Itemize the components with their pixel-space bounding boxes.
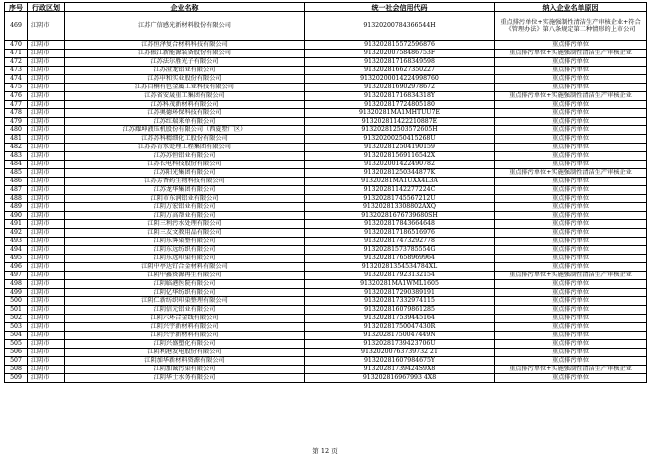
row-code: 91320200758486753F xyxy=(305,49,495,58)
table-row xyxy=(5,135,647,144)
row-num: 474 xyxy=(5,75,28,84)
row-name: 江苏苏科精细化工股份有限公司 xyxy=(65,135,305,144)
table-row xyxy=(5,314,647,323)
row-district: 江阴市 xyxy=(28,323,65,332)
row-code: 91320281573785554G xyxy=(305,246,495,255)
table-row xyxy=(5,186,647,195)
row-code: 913202813308802AXQ xyxy=(305,203,495,212)
row-code: 913202817843664648 xyxy=(305,220,495,229)
row-code: 91320281745567212U xyxy=(305,194,495,203)
row-num: 491 xyxy=(5,220,28,229)
row-district: 江阴市 xyxy=(28,348,65,357)
row-name: 江苏恒泽复合材料科技有限公司 xyxy=(65,41,305,50)
row-code: 91320281739424S9X8 xyxy=(305,365,495,374)
table-row xyxy=(5,305,647,314)
row-num: 505 xyxy=(5,340,28,349)
table-row xyxy=(5,41,647,50)
row-num: 489 xyxy=(5,203,28,212)
header-district: 行政区划 xyxy=(28,3,65,12)
row-name: 江苏澄龙铝业有限公司 xyxy=(65,66,305,75)
table-row xyxy=(5,220,647,229)
row-name: 江苏龙华集团有限公司 xyxy=(65,186,305,195)
row-reason: 重点排污单位 xyxy=(495,263,647,272)
row-num: 495 xyxy=(5,254,28,263)
row-district: 江阴市 xyxy=(28,75,65,84)
row-reason: 重点排污单位 xyxy=(495,177,647,186)
row-district: 江阴市 xyxy=(28,49,65,58)
table-row xyxy=(5,75,647,84)
row-num: 492 xyxy=(5,229,28,238)
row-num: 493 xyxy=(5,237,28,246)
row-reason: 重点排污单位 xyxy=(495,160,647,169)
row-district: 江阴市 xyxy=(28,92,65,101)
row-name: 江阴万宏铝业有限公司 xyxy=(65,203,305,212)
row-num: 500 xyxy=(5,297,28,306)
table-row xyxy=(5,203,647,212)
row-num: 502 xyxy=(5,314,28,323)
row-num: 504 xyxy=(5,331,28,340)
row-name: 江阴市东润铝业有限公司 xyxy=(65,194,305,203)
row-num: 507 xyxy=(5,357,28,366)
header-name: 企业名称 xyxy=(65,3,305,12)
row-code: 913202817923132154 xyxy=(305,271,495,280)
row-name: 江阴兴宇新材料有限公司 xyxy=(65,323,305,332)
row-district: 江阴市 xyxy=(28,58,65,67)
row-district: 江阴市 xyxy=(28,374,65,383)
row-reason: 重点排污单位 xyxy=(495,41,647,50)
row-code: 913202817332974115 xyxy=(305,297,495,306)
row-code: 91320281739423706U xyxy=(305,340,495,349)
row-code: 913202812504190159 xyxy=(305,143,495,152)
row-district: 江阴市 xyxy=(28,288,65,297)
row-reason: 重点排污单位 xyxy=(495,109,647,118)
table-row xyxy=(5,229,647,238)
row-num: 475 xyxy=(5,83,28,92)
row-name: 江苏红瑞来单有限公司 xyxy=(65,117,305,126)
row-num: 471 xyxy=(5,49,28,58)
table-row xyxy=(5,357,647,366)
row-district: 江阴市 xyxy=(28,109,65,118)
row-code: 913202816967993 4X8 xyxy=(305,374,495,383)
row-code: 91320200763739732 2T xyxy=(305,348,495,357)
row-district: 江阴市 xyxy=(28,126,65,135)
row-district: 江阴市 xyxy=(28,254,65,263)
row-reason: 重点排污单位 xyxy=(495,280,647,289)
row-district: 江阴市 xyxy=(28,186,65,195)
row-district: 江阴市 xyxy=(28,66,65,75)
row-num: 482 xyxy=(5,143,28,152)
header-reason: 纳入企业名单原因 xyxy=(495,3,647,12)
row-district: 江阴市 xyxy=(28,143,65,152)
row-code: 91320281569116542X xyxy=(305,152,495,161)
row-num: 479 xyxy=(5,117,28,126)
row-num: 501 xyxy=(5,305,28,314)
row-reason: 重点排污单位 xyxy=(495,331,647,340)
row-code: 913202817473292778 xyxy=(305,237,495,246)
header-num: 序号 xyxy=(5,3,28,12)
row-reason: 重点排污单位 xyxy=(495,254,647,263)
row-district: 江阴市 xyxy=(28,280,65,289)
table-row xyxy=(5,263,647,272)
row-district: 江阴市 xyxy=(28,237,65,246)
table-row xyxy=(5,66,647,75)
table-row xyxy=(5,237,647,246)
row-reason: 重点排污单位 xyxy=(495,143,647,152)
table-row xyxy=(5,177,647,186)
table-row xyxy=(5,152,647,161)
row-name: 江苏阳光集团有限公司 xyxy=(65,169,305,178)
row-district: 江阴市 xyxy=(28,331,65,340)
row-num: 496 xyxy=(5,263,28,272)
row-code: 913202816902978672 xyxy=(305,83,495,92)
row-reason: 重点排污单位+实施强制性清洁生产审核企业 xyxy=(495,49,647,58)
row-num: 503 xyxy=(5,323,28,332)
row-name: 江苏耀坤液压机股份有限公司（西夏墅厂区） xyxy=(65,126,305,135)
row-code: 91320281750047449N xyxy=(305,331,495,340)
row-reason: 重点排污单位+实施强制性清洁生产审核企业 xyxy=(495,92,647,101)
table-header-row xyxy=(5,3,647,12)
row-num: 472 xyxy=(5,58,28,67)
row-name: 江阴中鑫资源再生有限公司 xyxy=(65,271,305,280)
row-reason: 重点排污单位+实施强制性清洁生产审核企业+符合《管理办法》第八条规定第二种情形的上市公司 xyxy=(495,12,647,41)
row-reason: 重点排污单位 xyxy=(495,314,647,323)
table-row xyxy=(5,365,647,374)
row-code: 91320281354534784XL xyxy=(305,263,495,272)
row-reason: 重点排污单位 xyxy=(495,135,647,144)
row-district: 江阴市 xyxy=(28,340,65,349)
row-name: 江阴三友文教用品有限公司 xyxy=(65,229,305,238)
row-reason: 重点排污单位 xyxy=(495,237,647,246)
table-row xyxy=(5,288,647,297)
row-name: 江苏省安晟重工集团有限公司 xyxy=(65,92,305,101)
table-row xyxy=(5,331,647,340)
row-reason: 重点排污单位 xyxy=(495,194,647,203)
row-name: 江阴仁新纺织印染整理有限公司 xyxy=(65,297,305,306)
table-row xyxy=(5,194,647,203)
row-num: 477 xyxy=(5,100,28,109)
table-row xyxy=(5,169,647,178)
row-reason: 重点排污单位 xyxy=(495,246,647,255)
row-name: 江阴亿华纺织有限公司 xyxy=(65,288,305,297)
row-code: 91320281MA1WML1605 xyxy=(305,280,495,289)
row-code: 91320281MA1UXX4L3A xyxy=(305,177,495,186)
row-name: 江阴加诚污染有限公司 xyxy=(65,365,305,374)
row-district: 江阴市 xyxy=(28,297,65,306)
row-name: 江阴东远纺织有限公司 xyxy=(65,246,305,255)
row-district: 江阴市 xyxy=(28,41,65,50)
row-code: 91320281MA1MHTUU7E xyxy=(305,109,495,118)
row-name: 江阴东远印染有限公司 xyxy=(65,254,305,263)
row-reason: 重点排污单位 xyxy=(495,348,647,357)
row-reason: 重点排污单位+实施强制性清洁生产审核企业 xyxy=(495,169,647,178)
page-number: 第 12 页 xyxy=(312,447,338,455)
row-name: 江阴万高帮业有限公司 xyxy=(65,211,305,220)
row-reason: 重点排污单位 xyxy=(495,305,647,314)
table-row xyxy=(5,160,647,169)
row-reason: 重点排污单位 xyxy=(495,126,647,135)
row-district: 江阴市 xyxy=(28,117,65,126)
row-district: 江阴市 xyxy=(28,203,65,212)
row-district: 江阴市 xyxy=(28,83,65,92)
row-district: 江阴市 xyxy=(28,135,65,144)
row-name: 江阴华士水务有限公司 xyxy=(65,374,305,383)
row-code: 91320281142277224C xyxy=(305,186,495,195)
row-num: 484 xyxy=(5,160,28,169)
row-num: 473 xyxy=(5,66,28,75)
row-name: 江苏奥德环保科技有限公司 xyxy=(65,109,305,118)
row-num: 498 xyxy=(5,280,28,289)
row-district: 江阴市 xyxy=(28,357,65,366)
row-reason: 重点排污单位 xyxy=(495,323,647,332)
row-name: 江阴兴宇新材料有限公司 xyxy=(65,331,305,340)
row-district: 江阴市 xyxy=(28,177,65,186)
row-num: 487 xyxy=(5,186,28,195)
row-num: 506 xyxy=(5,348,28,357)
row-code: 913202001422490782 xyxy=(305,160,495,169)
row-num: 499 xyxy=(5,288,28,297)
row-name: 江苏芳香药生物科技有限公司 xyxy=(65,177,305,186)
row-num: 483 xyxy=(5,152,28,161)
row-num: 497 xyxy=(5,271,28,280)
table-row xyxy=(5,12,647,41)
row-reason: 重点排污单位 xyxy=(495,66,647,75)
row-name: 江苏百桐有色金属工业科技有限公司 xyxy=(65,83,305,92)
row-num: 478 xyxy=(5,109,28,118)
row-reason: 重点排污单位 xyxy=(495,220,647,229)
row-reason: 重点排污单位 xyxy=(495,186,647,195)
row-reason: 重点排污单位 xyxy=(495,229,647,238)
row-reason: 重点排污单位 xyxy=(495,211,647,220)
row-name: 江苏苏青水处理工程集团有限公司 xyxy=(65,143,305,152)
row-name: 江苏申和实业股份有限公司 xyxy=(65,75,305,84)
row-district: 江阴市 xyxy=(28,263,65,272)
row-reason: 重点排污单位+实施强制性清洁生产审核企业 xyxy=(495,365,647,374)
row-num: 509 xyxy=(5,374,28,383)
row-num: 508 xyxy=(5,365,28,374)
row-code: 913202816079861285 xyxy=(305,305,495,314)
table-row xyxy=(5,143,647,152)
row-district: 江阴市 xyxy=(28,314,65,323)
row-num: 485 xyxy=(5,169,28,178)
row-name: 江苏科茂新材料有限公司 xyxy=(65,100,305,109)
row-name: 江阴信元铝业有限公司 xyxy=(65,305,305,314)
row-code: 91320281676739680SH xyxy=(305,211,495,220)
row-name: 江阴加华新材料资源有限公司 xyxy=(65,357,305,366)
row-reason: 重点排污单位 xyxy=(495,288,647,297)
row-name: 江苏苏恒铝业有限公司 xyxy=(65,152,305,161)
row-district: 江阴市 xyxy=(28,305,65,314)
header-code: 统一社会信用代码 xyxy=(305,3,495,12)
table-row xyxy=(5,323,647,332)
row-reason: 重点排污单位+实施强制性清洁生产审核企业 xyxy=(495,271,647,280)
row-district: 江阴市 xyxy=(28,152,65,161)
row-code: 91320281250344877K xyxy=(305,169,495,178)
table-row xyxy=(5,348,647,357)
row-name: 江阴临港医院有限公司 xyxy=(65,280,305,289)
row-num: 494 xyxy=(5,246,28,255)
row-name: 江苏广信感光新材料股份有限公司 xyxy=(65,12,305,41)
table-body xyxy=(5,12,647,383)
row-num: 476 xyxy=(5,92,28,101)
row-code: 91320281750047430R xyxy=(305,323,495,332)
row-reason: 重点排污单位 xyxy=(495,58,647,67)
row-num: 481 xyxy=(5,135,28,144)
row-code: 91320200784366544H xyxy=(305,12,495,41)
row-code: 913202811422210887E xyxy=(305,117,495,126)
row-num: 480 xyxy=(5,126,28,135)
table-row xyxy=(5,246,647,255)
row-reason: 重点排污单位 xyxy=(495,374,647,383)
row-reason: 重点排污单位 xyxy=(495,100,647,109)
table-row xyxy=(5,92,647,101)
table-row xyxy=(5,340,647,349)
row-name: 江阴兴盛塑化有限公司 xyxy=(65,340,305,349)
row-district: 江阴市 xyxy=(28,365,65,374)
table-row xyxy=(5,280,647,289)
table-row xyxy=(5,126,647,135)
table-row xyxy=(5,211,647,220)
row-reason: 重点排污单位 xyxy=(495,83,647,92)
row-name: 江苏振江新能源装备股份有限公司 xyxy=(65,49,305,58)
row-district: 江阴市 xyxy=(28,100,65,109)
row-name: 江阴三利污水处理有限公司 xyxy=(65,220,305,229)
row-reason: 重点排污单位 xyxy=(495,117,647,126)
table-row xyxy=(5,254,647,263)
row-code: 913202817724805180 xyxy=(305,100,495,109)
row-code: 91320281716834318Y xyxy=(305,92,495,101)
row-district: 江阴市 xyxy=(28,169,65,178)
row-code: 913202817168349598 xyxy=(305,58,495,67)
row-reason: 重点排污单位 xyxy=(495,340,647,349)
table-row xyxy=(5,49,647,58)
row-num: 469 xyxy=(5,12,28,41)
row-district: 江阴市 xyxy=(28,229,65,238)
table-row xyxy=(5,271,647,280)
row-name: 江阴利港发电股份有限公司 xyxy=(65,348,305,357)
row-num: 470 xyxy=(5,41,28,50)
enterprise-table xyxy=(4,2,647,383)
table-row xyxy=(5,109,647,118)
row-district: 江阴市 xyxy=(28,194,65,203)
table-row xyxy=(5,100,647,109)
row-district: 江阴市 xyxy=(28,271,65,280)
row-reason: 重点排污单位 xyxy=(495,152,647,161)
row-name: 江阴东霁染整有限公司 xyxy=(65,237,305,246)
row-code: 913202817658969964 xyxy=(305,254,495,263)
row-name: 江苏法尔胜光子有限公司 xyxy=(65,58,305,67)
row-district: 江阴市 xyxy=(28,160,65,169)
row-code: 913202816627350227 xyxy=(305,66,495,75)
row-code: 913202817186516976 xyxy=(305,229,495,238)
table-row xyxy=(5,297,647,306)
row-reason: 重点排污单位 xyxy=(495,297,647,306)
row-district: 江阴市 xyxy=(28,211,65,220)
row-reason: 重点排污单位 xyxy=(495,203,647,212)
table-row xyxy=(5,117,647,126)
table-row xyxy=(5,374,647,383)
row-reason: 重点排污单位 xyxy=(495,357,647,366)
row-name: 江阴中亭达钌合金材料有限公司 xyxy=(65,263,305,272)
row-code: 913202817539445164 xyxy=(305,314,495,323)
row-code: 913202817290389191 xyxy=(305,288,495,297)
row-name: 江苏长电科技股份有限公司 xyxy=(65,160,305,169)
table-row xyxy=(5,58,647,67)
row-num: 486 xyxy=(5,177,28,186)
row-code: 913202812503572605H xyxy=(305,126,495,135)
row-name: 江阴六环合金线有限公司 xyxy=(65,314,305,323)
row-district: 江阴市 xyxy=(28,12,65,41)
row-num: 488 xyxy=(5,194,28,203)
row-code: 91320200250415268U xyxy=(305,135,495,144)
row-code: 91320281607984675Y xyxy=(305,357,495,366)
row-num: 490 xyxy=(5,211,28,220)
table-row xyxy=(5,83,647,92)
row-code: 913202815572596876 xyxy=(305,41,495,50)
row-district: 江阴市 xyxy=(28,220,65,229)
row-code: 91320200014224998760 xyxy=(305,75,495,84)
row-district: 江阴市 xyxy=(28,246,65,255)
row-reason: 重点排污单位 xyxy=(495,75,647,84)
